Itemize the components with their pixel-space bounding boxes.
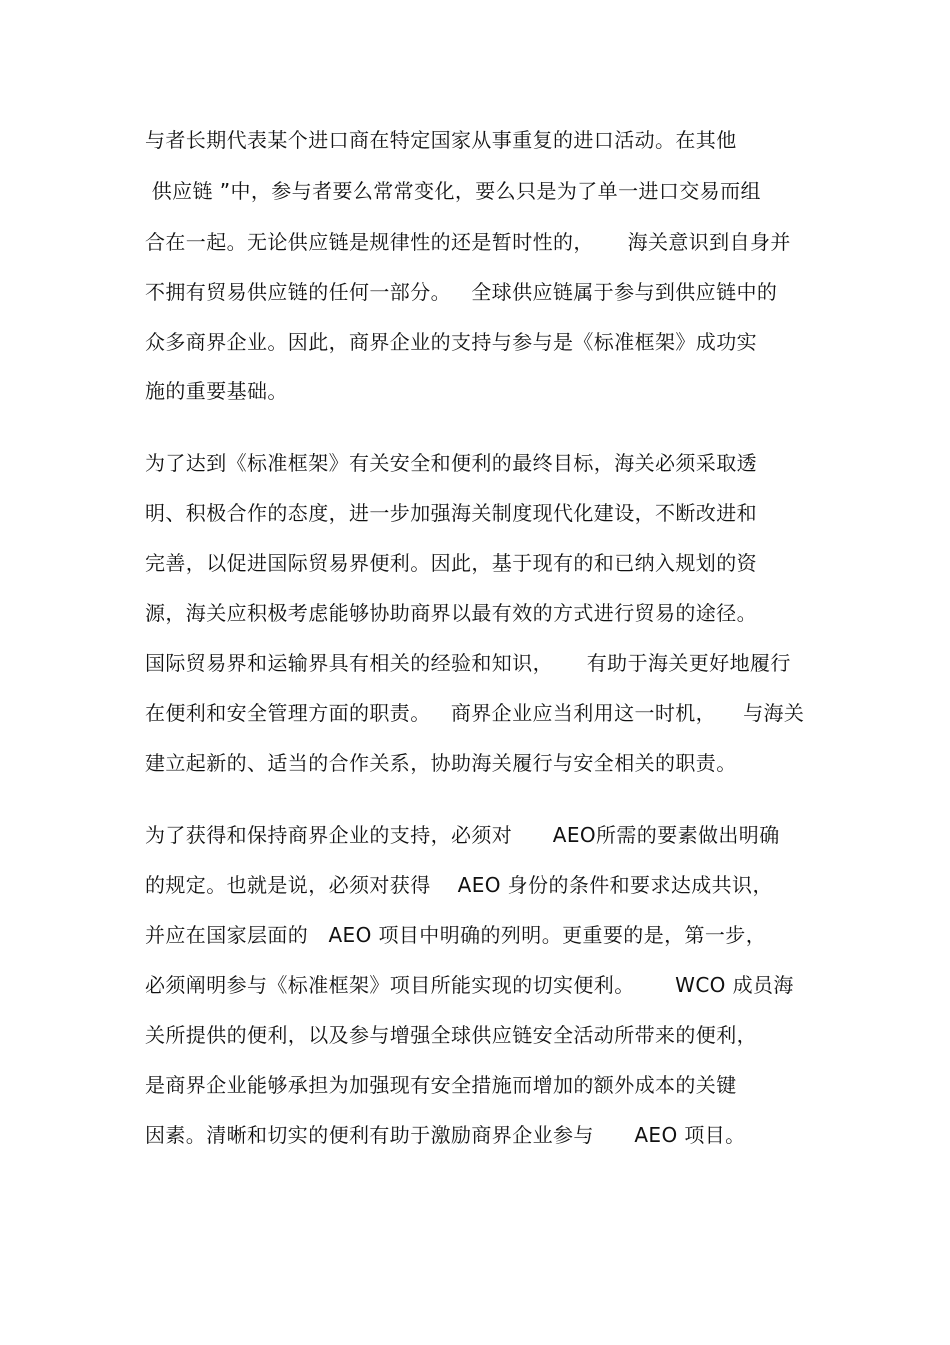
paragraph-1-line-5: 众多商界企业。因此，商界企业的支持与参与是《标准框架》成功实	[145, 330, 757, 354]
paragraph-2-line-6: 在便利和安全管理方面的职责。 商界企业应当利用这一时机， 与海关	[145, 701, 805, 725]
paragraph-1-line-1: 与者长期代表某个进口商在特定国家从事重复的进口活动。在其他	[145, 128, 737, 152]
paragraph-1-line-4: 不拥有贸易供应链的任何一部分。 全球供应链属于参与到供应链中的	[145, 280, 778, 304]
paragraph-3-line-6: 是商界企业能够承担为加强现有安全措施而增加的额外成本的关键	[145, 1073, 737, 1097]
paragraph-3-line-7: 因素。清晰和切实的便利有助于激励商界企业参与 AEO 项目。	[145, 1123, 746, 1147]
paragraph-2-line-1: 为了达到《标准框架》有关安全和便利的最终目标，海关必须采取透	[145, 451, 757, 475]
paragraph-3-line-3: 并应在国家层面的 AEO 项目中明确的列明。更重要的是，第一步，	[145, 923, 767, 947]
paragraph-2-line-3: 完善，以促进国际贸易界便利。因此，基于现有的和已纳入规划的资	[145, 551, 757, 575]
paragraph-2-line-7: 建立起新的、适当的合作关系，协助海关履行与安全相关的职责。	[145, 751, 737, 775]
paragraph-2-line-5: 国际贸易界和运输界具有相关的经验和知识， 有助于海关更好地履行	[145, 651, 791, 675]
paragraph-1-line-2: 供应链 ”中，参与者要么常常变化，要么只是为了单一进口交易而组	[145, 179, 761, 203]
paragraph-2-line-4: 源，海关应积极考虑能够协助商界以最有效的方式进行贸易的途径。	[145, 601, 757, 625]
paragraph-3-line-1: 为了获得和保持商界企业的支持，必须对 AEO所需的要素做出明确	[145, 823, 780, 847]
paragraph-3-line-4: 必须阐明参与《标准框架》项目所能实现的切实便利。 WCO 成员海	[145, 973, 794, 997]
paragraph-3-line-2: 的规定。也就是说，必须对获得 AEO 身份的条件和要求达成共识，	[145, 873, 773, 897]
paragraph-2-line-2: 明、积极合作的态度，进一步加强海关制度现代化建设，不断改进和	[145, 501, 757, 525]
paragraph-1-line-6: 施的重要基础。	[145, 379, 288, 403]
paragraph-3-line-5: 关所提供的便利，以及参与增强全球供应链安全活动所带来的便利，	[145, 1023, 757, 1047]
paragraph-1-line-3: 合在一起。无论供应链是规律性的还是暂时性的， 海关意识到自身并	[145, 230, 791, 254]
